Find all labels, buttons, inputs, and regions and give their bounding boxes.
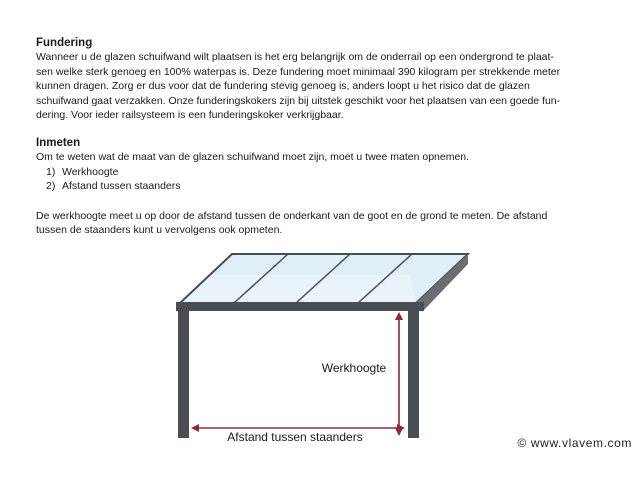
- heading-inmeten: Inmeten: [36, 137, 81, 149]
- width-arrow-head-left: [191, 424, 199, 432]
- list-item-number: 1): [46, 165, 56, 178]
- height-arrow-head-top: [395, 312, 403, 320]
- section-inmeten: [36, 136, 606, 238]
- fundering-line-2: sen welke sterk genoeg en 100% waterpas is. Deze fundering moet minimaal 390 kilogram per strekkende meter: [36, 65, 561, 78]
- fundering-line-4: schuifwand gaat verzakken. Onze funderingskokers zijn bij uitstek geschikt voor het plaatsen van een goede fun-: [36, 94, 561, 107]
- list-item-number: 2): [46, 180, 56, 193]
- glass-roof-shade: [180, 275, 416, 303]
- inmeten-intro: Om te weten wat de maat van de glazen schuifwand moet zijn, moet u twee maten opnemen.: [36, 151, 470, 163]
- measurement-list: [36, 165, 606, 194]
- heading-fundering: Fundering: [36, 37, 93, 49]
- fundering-line-5: dering. Voor ieder railsysteem is een funderingskoker verkrijgbaar.: [36, 109, 344, 122]
- front-gutter: [176, 302, 424, 311]
- veranda-diagram: [170, 250, 470, 450]
- height-label: Werkhoogte: [321, 361, 387, 375]
- list-item-label: Werkhoogte: [62, 165, 119, 178]
- right-post: [408, 310, 419, 438]
- fundering-line-3: kunnen dragen. Zorg er dus voor dat de fundering stevig genoeg is, anders loopt u het risico dat de glazen: [36, 80, 530, 93]
- inmeten-para-line-1: De werkhoogte meet u op door de afstand tussen de onderkant van de goot en de grond te meten. De afstand: [36, 209, 548, 222]
- list-item-label: Afstand tussen staanders: [62, 180, 181, 193]
- fundering-line-1: Wanneer u de glazen schuifwand wilt plaatsen is het erg belangrijk om de onderrail op een ondergrond te plaat-: [36, 51, 554, 63]
- left-post: [178, 310, 189, 438]
- width-label: Afstand tussen staanders: [227, 430, 363, 444]
- list-item: [46, 179, 606, 194]
- watermark: © www.vlavem.com: [517, 436, 632, 450]
- inmeten-para-line-2: tussen de staanders kunt u vervolgens ook opmeten.: [36, 224, 283, 237]
- list-item: [46, 165, 606, 180]
- section-fundering: [36, 36, 606, 123]
